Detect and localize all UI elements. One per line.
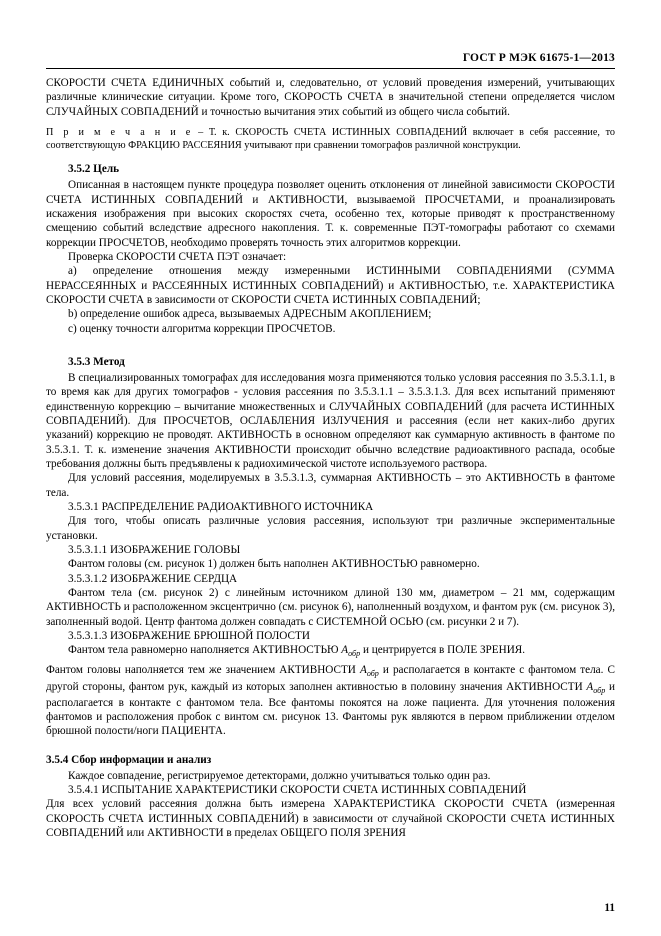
heading-3-5-3-1-1: 3.5.3.1.1 ИЗОБРАЖЕНИЕ ГОЛОВЫ (68, 544, 241, 557)
paragraph-check: Проверка СКОРОСТИ СЧЕТА ПЭТ означает: (68, 251, 287, 264)
heading-3-5-4: 3.5.4 Сбор информации и анализ (46, 753, 212, 766)
page-header: ГОСТ Р МЭК 61675-1—2013 (462, 52, 615, 64)
heading-3-5-3-1: 3.5.3.1 РАСПРЕДЕЛЕНИЕ РАДИОАКТИВНОГО ИСТОЧНИКА (68, 501, 374, 514)
text-fragment: Фантом головы наполняется тем же значением АКТИВНОСТИ (46, 664, 360, 677)
text-fragment: и центрируется в ПОЛЕ ЗРЕНИЯ. (360, 644, 526, 657)
note-text: – Т. к. СКОРОСТЬ СЧЕТА ИСТИННЫХ СОВПАДЕНИЙ включает в себя рассеяние, то соответствующую ФРАКЦИЮ РАССЕЯНИЯ учитывают при сравнении томографов различной конструкции. (46, 126, 616, 152)
paragraph-count-rate-characteristic: Для всех условий рассеяния должна быть измерена ХАРАКТЕРИСТИКА СКОРОСТИ СЧЕТА (измеренная СКОРОСТЬ СЧЕТА ИСТИННЫХ СОВПАДЕНИЙ) в зависимости от случайной СКОРОСТИ СЧЕТА ИСТИННЫХ СОВПАДЕНИЙ или АКТИВНОСТИ в пределах ОБЩЕГО ПОЛЯ ЗРЕНИЯ (46, 798, 615, 839)
paragraph-abdomen-phantom (46, 643, 615, 659)
list-item-a: a) определение отношения между измеренными ИСТИННЫМИ СОВПАДЕНИЯМИ (СУММА НЕРАССЕЯННЫХ и РАССЕЯННЫХ ИСТИННЫХ СОВПАДЕНИЙ) и АКТИВНОСТЬЮ, т.е. ХАРАКТЕРИСТИКА СКОРОСТИ СЧЕТА в зависимости от СКОРОСТИ СЧЕТА ИСТИННЫХ СОВПАДЕНИЙ; (46, 265, 615, 307)
paragraph-purpose: Описанная в настоящем пункте процедура позволяет оценить отклонения от линейной зависимости СКОРОСТИ СЧЕТА ИСТИННЫХ СОВПАДЕНИЙ и АКТИВНОСТИ, вызываемой ПРОСЧЕТАМИ, и проанализировать искажения изображения при высоких скоростях счета, особенно тех, которые приводят к пространственному смещению событий вследствие адресного накопления. Т. к. современные ПЭТ-томографы работают со схемами коррекции ПРОСЧЕТОВ, необходимо проверять точность этих алгоритмов коррекции. (46, 179, 615, 249)
paragraph-setups: Для того, чтобы описать различные условия рассеяния, используют три различные экспериментальные установки. (46, 515, 615, 542)
heading-3-5-3-1-2: 3.5.3.1.2 ИЗОБРАЖЕНИЕ СЕРДЦА (68, 572, 238, 585)
list-item-b: b) определение ошибок адреса, вызываемых АДРЕСНЫМ АКОПЛЕНИЕМ; (68, 308, 432, 321)
symbol-activity-subscript: обр (348, 649, 361, 659)
heading-3-5-3: 3.5.3 Метод (68, 356, 125, 369)
header-rule (46, 68, 615, 69)
page-number: 11 (604, 902, 615, 914)
note-label: П р и м е ч а н и е (46, 126, 193, 138)
symbol-activity: A (341, 644, 349, 657)
spacer (46, 336, 615, 345)
symbol-activity: A (586, 680, 594, 693)
heading-3-5-3-1-3: 3.5.3.1.3 ИЗОБРАЖЕНИЕ БРЮШНОЙ ПОЛОСТИ (68, 630, 310, 642)
text-fragment: и располагается в контакте с фантомом тела. С другой стороны, фантом рук, каждый из которых заполнен активностью в половину значения АКТИВНОСТИ (46, 664, 615, 693)
text-fragment: и располагается в контакте с фантомом тела. Все фантомы покоятся на ложе пациента. Для уточнения положения фантомов и расположения пробок с винтом см. рисунок 13. Фантомы рук являются в первом приближении отделом брюшной полости/ноги ПАЦИЕНТА. (46, 680, 615, 738)
heading-3-5-2: 3.5.2 Цель (68, 163, 120, 176)
paragraph-head-phantom: Фантом головы (см. рисунок 1) должен быть наполнен АКТИВНОСТЬЮ равномерно. (68, 558, 480, 571)
symbol-activity-subscript: обр (366, 669, 379, 679)
spacer (46, 739, 615, 743)
paragraph-scatter-conditions: Для условий рассеяния, моделируемых в 3.5.3.1.3, суммарная АКТИВНОСТЬ – это АКТИВНОСТЬ в фантоме тела. (46, 472, 615, 499)
text-fragment: Фантом тела равномерно наполняется АКТИВНОСТЬЮ (68, 644, 342, 657)
paragraph-coincidence-count: Каждое совпадение, регистрируемое детекторами, должно учитываться только один раз. (68, 769, 491, 782)
symbol-activity: A (359, 664, 367, 677)
heading-3-5-4-1: 3.5.4.1 ИСПЫТАНИЕ ХАРАКТЕРИСТИКИ СКОРОСТИ СЧЕТА ИСТИННЫХ СОВПАДЕНИЙ (68, 784, 527, 797)
paragraph-method: В специализированных томографах для исследования мозга применяются только условия рассеяния по 3.5.3.1.1, в то время как для других томографов - условия рассеяния по 3.5.3.1.1 – 3.5.3.1.3. Для всех испытаний применяют единственную коррекцию – вычитание множественных и СЛУЧАЙНЫХ СОВПАДЕНИЙ (для расчета ИСТИННЫХ СОВПАДЕНИЙ). Для ПРОСЧЕТОВ, ОСЛАБЛЕНИЯ ИЗЛУЧЕНИЯ и рассеяния (если нет каких-либо других указаний) коррекцию не проводят. АКТИВНОСТЬ в основном определяют как суммарную активность в фантоме по 3.5.3.1. Т. к. изменение значения АКТИВНОСТИ происходит обычно вследствие радиоактивного распада, особые требования должны быть предъявлены к радиохимической чистоте используемого раствора. (46, 372, 615, 471)
paragraph-phantom-arrangement (46, 663, 615, 738)
list-item-c: c) оценку точности алгоритма коррекции ПРОСЧЕТОВ. (68, 322, 336, 335)
paragraph-intro: СКОРОСТИ СЧЕТА ЕДИНИЧНЫХ событий и, следовательно, от условий проведения измерений, учитывающих различные клинические ситуации. Кроме того, СКОРОСТЬ СЧЕТА в значительной степени определяется числом СЛУЧАЙНЫХ СОВПАДЕНИЙ и точностью вычитания этих событий из общего числа событий. (46, 77, 615, 118)
symbol-activity-subscript: обр (593, 685, 606, 695)
note-block (46, 126, 615, 153)
paragraph-heart-phantom: Фантом тела (см. рисунок 2) с линейным источником длиной 130 мм, диаметром – 21 мм, содержащим АКТИВНОСТЬ и расположенном эксцентрично (см. рисунок 6), наполненный воздухом, и фантом рук (см. рисунок 3), заполненный водой. Центр фантома должен совпадать с СИСТЕМНОЙ ОСЬЮ (см. рисунки 2 и 7). (46, 587, 615, 628)
